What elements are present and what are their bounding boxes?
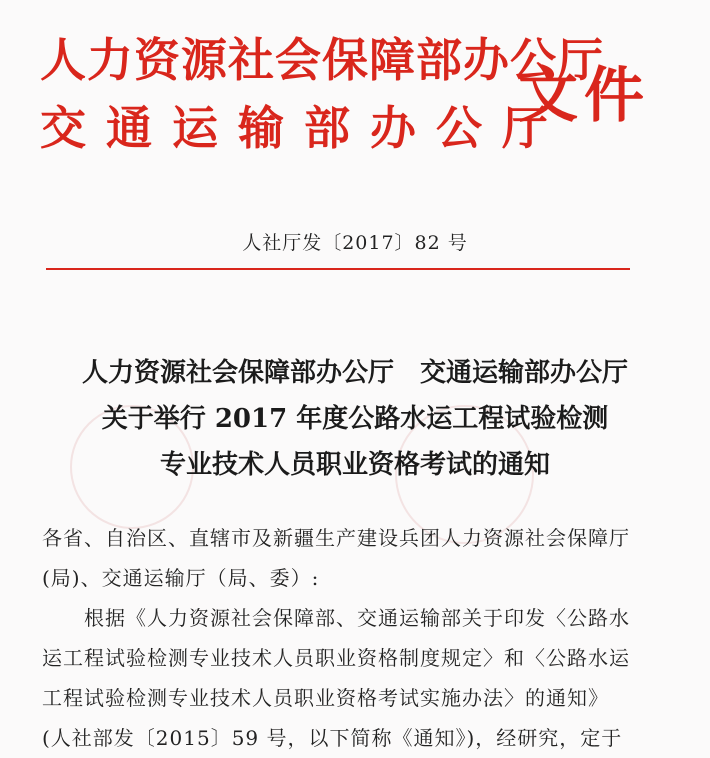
body-line-1: 各省、自治区、直辖市及新疆生产建设兵团人力资源社会保障厅: [42, 526, 630, 550]
body-line-6: (人社部发〔2015〕59 号，以下简称《通知》)，经研究，定于: [42, 726, 623, 750]
body-line-4: 运工程试验检测专业技术人员职业资格制度规定〉和〈公路水运: [42, 646, 630, 670]
document-word: 文件: [518, 61, 650, 131]
issuer-line-1: 人力资源社会保障部办公厅: [40, 33, 604, 87]
notice-title: [0, 350, 710, 488]
body-line-5: 工程试验检测专业技术人员职业资格考试实施办法〉的通知》: [42, 686, 609, 710]
document-number: 人社厅发〔2017〕82 号: [242, 232, 468, 254]
body-line-2: (局)、交通运输厅（局、委）:: [42, 566, 320, 590]
title-line-3: 专业技术人员职业资格考试的通知: [159, 450, 550, 480]
title-line-1: 人力资源社会保障部办公厅 交通运输部办公厅: [81, 358, 628, 388]
red-divider: [46, 268, 630, 270]
body-line-3: 根据《人力资源社会保障部、交通运输部关于印发〈公路水: [84, 606, 630, 630]
issuer-line-2: 交通运输部办公厅: [40, 101, 568, 155]
notice-body: [42, 518, 674, 758]
title-line-2: 关于举行 2017 年度公路水运工程试验检测: [101, 404, 609, 434]
